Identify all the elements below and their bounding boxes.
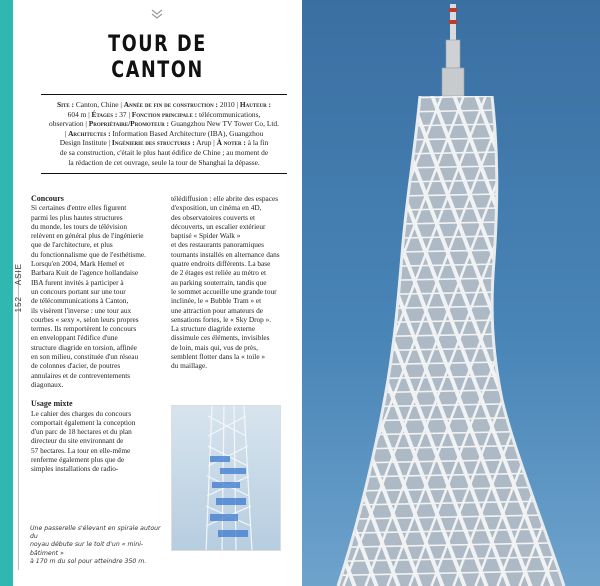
spiral-walkway-photo xyxy=(171,405,281,551)
text-line: inclinée, le « Bubble Tram » et xyxy=(171,296,262,306)
text-line: en son milieu, constituée d'un réseau xyxy=(31,352,139,362)
text-line: diagonaux. xyxy=(31,379,64,389)
info-line: la rédaction de cet ouvrage, seule la tour de Shanghai la dépasse. xyxy=(68,157,260,167)
text-line: courbes « sexy », selon leurs propres xyxy=(31,314,139,324)
info-value: Arup | xyxy=(194,138,217,148)
info-key: Propriétaire/Promoteur : xyxy=(88,119,170,129)
text-line: ils visèrent l'inverse : une tour aux xyxy=(31,305,132,315)
text-line: de télécommunications à Canton, xyxy=(31,296,129,306)
text-line: Barbara Kuit de l'agence hollandaise xyxy=(31,268,139,278)
accent-strip xyxy=(0,0,13,586)
info-key: À noter : xyxy=(216,138,246,148)
info-line xyxy=(41,138,287,148)
text-line: de colonnes d'acier, de poutres xyxy=(31,361,121,371)
text-line: semblent flotter dans la « toile » xyxy=(171,352,266,362)
info-line xyxy=(41,129,287,139)
text-line: d'exposition, un cinéma en 4D, xyxy=(171,203,262,213)
info-value: Design Institute | xyxy=(59,138,112,148)
info-line xyxy=(41,100,287,110)
canton-tower-photo xyxy=(302,0,600,586)
text-line: au parking souterrain, tandis que xyxy=(171,277,267,287)
text-line: et des restaurants panoramiques xyxy=(171,240,265,250)
text-line: IBA furent invités à participer à xyxy=(31,277,124,287)
info-box xyxy=(41,94,287,174)
text-line: du fonctionnalisme que de l'esthétisme. xyxy=(31,249,146,259)
section-heading: Concours xyxy=(31,194,64,203)
text-line: de loin, mais qui, vus de près, xyxy=(171,342,258,352)
text-line: du monde, les tours de télévision xyxy=(31,221,128,231)
left-page xyxy=(13,0,302,586)
section-body xyxy=(31,409,163,474)
info-key: Architectes : xyxy=(68,128,111,138)
text-line: La structure diagride externe xyxy=(171,324,256,334)
text-line: annulaires et de contreventements xyxy=(31,370,131,380)
info-key: Année de fin de construction : xyxy=(123,100,219,109)
info-value: 2010 | xyxy=(218,100,240,109)
text-column-1 xyxy=(31,194,163,474)
page-title xyxy=(42,32,273,84)
info-line: de sa construction, c'était le plus haut édifice de Chine ; au moment de xyxy=(59,147,269,157)
text-line: structure diagride en torsion, affinée xyxy=(31,342,137,352)
title-line-1: TOUR DE xyxy=(108,32,207,57)
text-line: une attraction pour amateurs de xyxy=(171,305,263,315)
section-body xyxy=(171,194,303,371)
caption-line: Une passerelle s'élevant en spirale autour du xyxy=(30,525,161,541)
info-line xyxy=(41,110,287,120)
text-line: le sommet accueille une grande tour xyxy=(171,286,277,296)
chevron-down-icon xyxy=(150,8,164,22)
page-number: 152 xyxy=(14,296,23,313)
text-line: renferme également plus que de xyxy=(31,455,125,465)
title-line-2: CANTON xyxy=(111,58,204,83)
text-line: directeur du site environnant de xyxy=(31,436,124,446)
text-line: relèvent en général plus de l'ingénierie xyxy=(31,231,144,241)
info-key: Étages : xyxy=(91,109,118,119)
caption-line: noyau débute sur le toit d'un « mini-bâtiment » xyxy=(30,541,144,557)
info-value: observation | xyxy=(49,119,89,129)
info-value: Guangzhou New TV Tower Co, Ltd. xyxy=(169,119,279,129)
section-heading: Usage mixte xyxy=(31,399,73,409)
text-line: simples installations de radio- xyxy=(31,464,119,474)
info-key: Hauteur : xyxy=(239,100,272,109)
text-line: comportait également la conception xyxy=(31,417,136,427)
text-line: parmi les plus hautes structures xyxy=(31,212,123,222)
info-key: Site : xyxy=(56,100,75,109)
text-line: quatre endroits différents. La base xyxy=(171,259,271,269)
region-label: ASIE xyxy=(14,263,23,286)
info-value: Canton, Chine | xyxy=(74,100,124,109)
info-value: à la fin xyxy=(245,138,269,148)
text-line: télédiffusion : elle abrite des espaces xyxy=(171,194,279,203)
info-key: Ingénierie des structures : xyxy=(111,138,195,148)
text-line: d'un parc de 18 hectares et du plan xyxy=(31,427,132,437)
text-line: tournants installés en alternance dans xyxy=(171,249,280,259)
text-column-2 xyxy=(171,194,303,371)
margin-rule xyxy=(18,270,19,570)
section-body xyxy=(31,203,163,389)
text-line: Le cahier des charges du concours xyxy=(31,408,132,418)
info-value: 37 | xyxy=(117,109,132,119)
text-line: Si certaines d'entre elles figurent xyxy=(31,203,127,213)
text-line: des observatoires couverts et xyxy=(171,212,256,222)
info-line xyxy=(41,119,287,129)
text-line: en enveloppant l'édifice d'une xyxy=(31,333,118,343)
info-value: 604 m | xyxy=(67,109,92,119)
text-line: dissimule ces éléments, invisibles xyxy=(171,333,270,343)
text-line: du maillage. xyxy=(171,361,208,371)
text-line: 57 hectares. La tour en elle-même xyxy=(31,445,131,455)
photo-caption xyxy=(30,525,170,566)
text-line: Lorsqu'en 2004, Mark Hemel et xyxy=(31,259,125,269)
info-value: | xyxy=(64,128,69,138)
text-line: découverts, un escalier extérieur xyxy=(171,221,266,231)
text-line: termes. Ils remportèrent le concours xyxy=(31,324,137,334)
info-key: Fonction principale : xyxy=(131,109,198,119)
text-line: que de l'architecture, et plus xyxy=(31,240,113,250)
info-value: Information Based Architecture (IBA), Guangzhou xyxy=(110,128,264,138)
text-line: sensations fortes, le « Sky Drop ». xyxy=(171,314,272,324)
text-line: un concours portant sur une tour xyxy=(31,286,126,296)
caption-line: à 170 m du sol pour atteindre 350 m. xyxy=(30,557,147,565)
info-value: télécommunications, xyxy=(197,109,261,119)
text-line: de 2 étages est reliée au métro et xyxy=(171,268,267,278)
text-line: baptisé « Spider Walk » xyxy=(171,231,241,241)
